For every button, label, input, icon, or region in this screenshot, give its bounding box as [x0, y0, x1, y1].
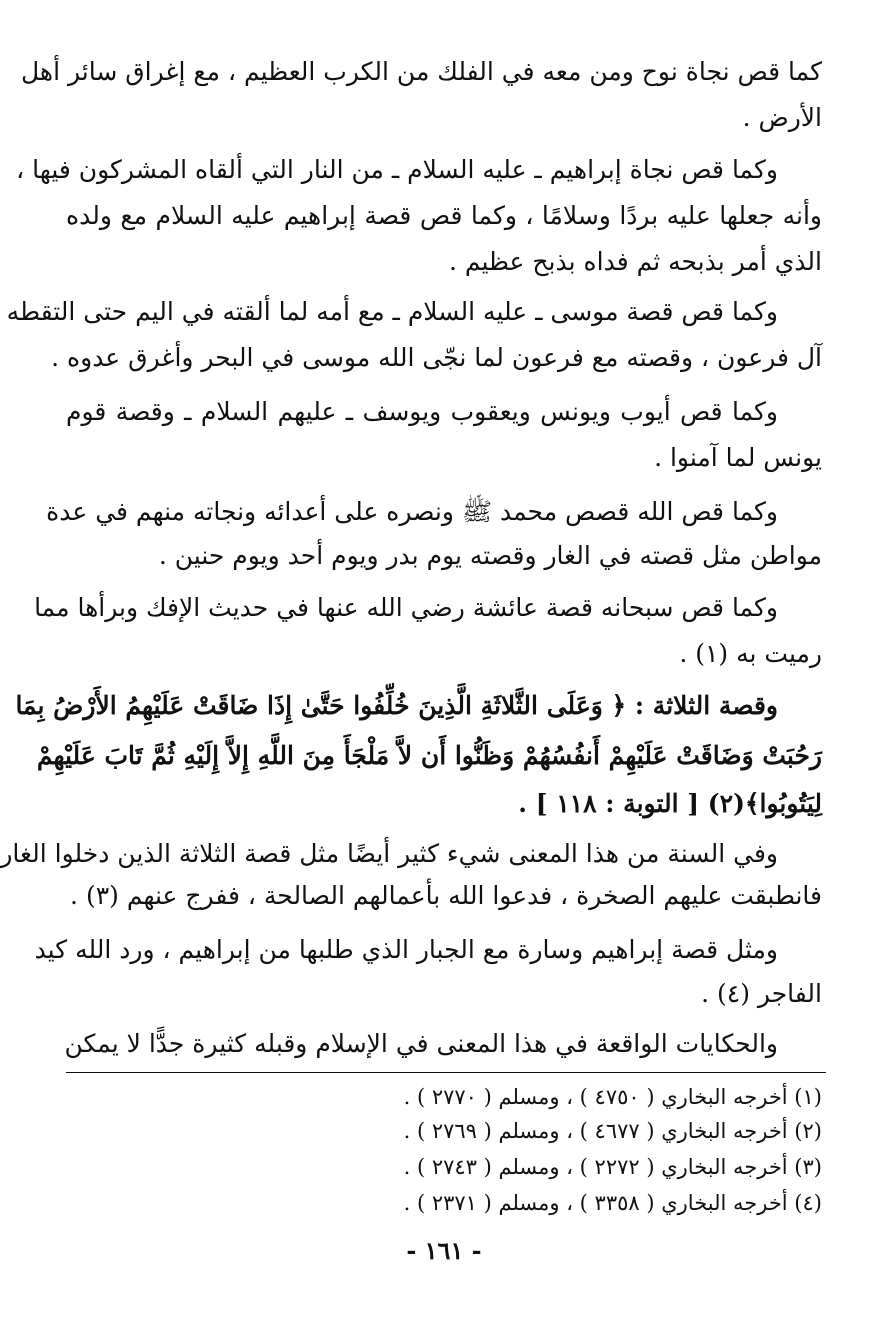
paragraph-muhammad-line-2: مواطن مثل قصته في الغار وقصته يوم بدر ويوم أحد ويوم حنين .	[158, 541, 822, 570]
page-number: - ١٦١ -	[406, 1236, 482, 1265]
paragraph-closing-line-1: والحكايات الواقعة في هذا المعنى في الإسلام وقبله كثيرة جدًّا لا يمكن	[64, 1029, 778, 1058]
paragraph-aisha-line-1: وكما قص سبحانه قصة عائشة رضي الله عنها في حديث الإفك وبرأها مما	[34, 593, 778, 622]
paragraph-sunnah-line-1: وفي السنة من هذا المعنى شيء كثير أيضًا مثل قصة الثلاثة الذين دخلوا الغار	[0, 839, 778, 868]
paragraph-three-line-3: لِيَتُوبُوا﴾(٢) [ التوبة : ١١٨ ] .	[518, 789, 822, 818]
footnote-2: (٢) أخرجه البخاري ( ٤٦٧٧ ) ، ومسلم ( ٢٧٦٩ ) .	[403, 1119, 822, 1143]
paragraph-muhammad-line-1: وكما قص الله قصص محمد ﷺ ونصره على أعدائه ونجاته منهم في عدة	[46, 497, 778, 526]
paragraph-musa-line-1: وكما قص قصة موسى ـ عليه السلام ـ مع أمه لما ألقته في اليم حتى التقطه	[6, 297, 778, 326]
paragraph-ibrahim-line-3: الذي أمر بذبحه ثم فداه بذبح عظيم .	[448, 247, 822, 276]
paragraph-sunnah-line-2: فانطبقت عليهم الصخرة ، فدعوا الله بأعمالهم الصالحة ، ففرج عنهم (٣) .	[70, 881, 822, 910]
paragraph-three-line-2: رَحُبَتْ وَضَاقَتْ عَلَيْهِمْ أَنفُسُهُمْ وَظَنُّوا أَن لاَّ مَلْجَأَ مِنَ اللَّهِ إِلاَّ إِلَيْهِ ثُمَّ تَابَ عَلَيْهِمْ	[36, 741, 822, 770]
paragraph-sarah-line-1: ومثل قصة إبراهيم وسارة مع الجبار الذي طلبها من إبراهيم ، ورد الله كيد	[34, 935, 778, 964]
footnote-separator	[66, 1072, 826, 1073]
footnote-3: (٣) أخرجه البخاري ( ٢٢٧٢ ) ، ومسلم ( ٢٧٤٣ ) .	[403, 1155, 822, 1179]
paragraph-aisha-line-2: رميت به (١) .	[679, 639, 822, 668]
footnote-4: (٤) أخرجه البخاري ( ٣٣٥٨ ) ، ومسلم ( ٢٣٧١ ) .	[403, 1191, 822, 1215]
paragraph-ibrahim-line-2: وأنه جعلها عليه بردًا وسلامًا ، وكما قص قصة إبراهيم عليه السلام مع ولده	[66, 201, 822, 230]
paragraph-musa-line-2: آل فرعون ، وقصته مع فرعون لما نجّى الله موسى في البحر وأغرق عدوه .	[51, 343, 822, 372]
paragraph-ibrahim-line-1: وكما قص نجاة إبراهيم ـ عليه السلام ـ من النار التي ألقاه المشركون فيها ،	[16, 155, 778, 184]
paragraph-ayyub-line-2: يونس لما آمنوا .	[654, 443, 822, 472]
paragraph-three-line-1: وقصة الثلاثة : ﴿ وَعَلَى الثَّلاثَةِ الَّذِينَ خُلِّفُوا حَتَّىٰ إِذَا ضَاقَتْ عَلَيْهِمُ الأَرْضُ بِمَا	[15, 691, 778, 720]
paragraph-ayyub-line-1: وكما قص أيوب ويونس ويعقوب ويوسف ـ عليهم السلام ـ وقصة قوم	[66, 397, 778, 426]
footnote-1: (١) أخرجه البخاري ( ٤٧٥٠ ) ، ومسلم ( ٢٧٧٠ ) .	[403, 1085, 822, 1109]
paragraph-nuh-line-1: كما قص نجاة نوح ومن معه في الفلك من الكرب العظيم ، مع إغراق سائر أهل	[20, 57, 822, 86]
paragraph-nuh-line-2: الأرض .	[742, 103, 822, 132]
paragraph-sarah-line-2: الفاجر (٤) .	[701, 979, 822, 1008]
